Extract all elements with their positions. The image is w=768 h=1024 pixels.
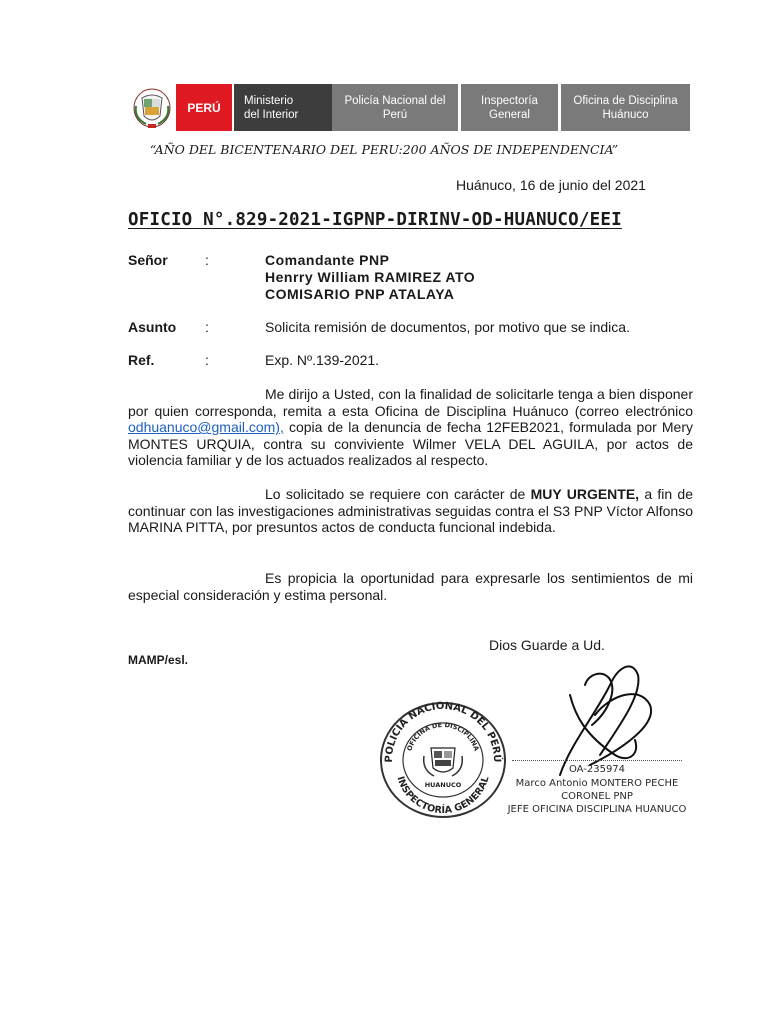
svg-text:INSPECTORÍA GENERAL: INSPECTORÍA GENERAL	[394, 774, 492, 817]
recipient-label: Señor	[128, 252, 168, 268]
initials: MAMP/esl.	[128, 653, 189, 667]
body-paragraph-1: Me dirijo a Usted, con la finalidad de solicitarle tenga a bien disponer por quien corresponda, remita a esta Oficina de Disciplina Huánuco (correo electrónico odhuanuco@gmail.com), copia de la denuncia de fecha 12FEB2021, formulada por Mery MONTES URQUIA, contra su conviviente Wilmer VELA DEL AGUILA, por actos de violencia familiar y de los actuados realizados al respecto.	[128, 386, 693, 469]
country-label: PERÚ	[176, 84, 232, 131]
closing-text: Dios Guarde a Ud.	[489, 637, 605, 653]
ministry-label: Ministerio del Interior	[234, 84, 338, 131]
signature-line	[512, 760, 682, 761]
recipient-line: COMISARIO PNP ATALAYA	[265, 286, 455, 302]
signer-name: Marco Antonio MONTERO PECHE	[515, 778, 679, 789]
subject-label: Asunto	[128, 319, 177, 335]
body-paragraph-2: Lo solicitado se requiere con carácter de MUY URGENTE, a fin de continuar con las investigaciones administrativas seguidas contra el S3 PNP Víctor Alfonso MARINA PITTA, por presuntos actos de conducta funcional indebida.	[128, 486, 693, 536]
signature-id: OA-235974	[568, 764, 626, 775]
subject-text: Solicita remisión de documentos, por motivo que se indica.	[265, 319, 630, 335]
inspectorate-label: Inspectoría General	[461, 84, 558, 131]
svg-text:OFICINA DE DISCIPLINA: OFICINA DE DISCIPLINA	[405, 720, 481, 753]
coat-of-arms-icon	[128, 84, 176, 131]
reference-text: Exp. Nº.139-2021.	[265, 352, 380, 368]
document-date: Huánuco, 16 de junio del 2021	[456, 177, 646, 193]
recipient-colon: :	[205, 252, 209, 268]
office-label: Oficina de Disciplina Huánuco	[561, 84, 690, 131]
official-seal-stamp	[378, 700, 508, 820]
reference-colon: :	[205, 352, 209, 368]
police-label: Policía Nacional del Perú	[332, 84, 458, 131]
urgency-text: MUY URGENTE,	[530, 486, 640, 502]
reference-label: Ref.	[128, 352, 155, 368]
recipient-line: Comandante PNP	[265, 252, 390, 268]
subject-colon: :	[205, 319, 209, 335]
svg-text:POLICÍA NACIONAL DEL PERÚ: POLICÍA NACIONAL DEL PERÚ	[383, 700, 503, 763]
institutional-header	[128, 84, 690, 131]
signer-title: JEFE OFICINA DISCIPLINA HUANUCO	[507, 804, 687, 815]
body-paragraph-3: Es propicia la oportunidad para expresarle los sentimientos de mi especial consideración y estima personal.	[128, 570, 693, 603]
email-link[interactable]: odhuanuco@gmail.com),	[128, 419, 284, 436]
oficio-title: OFICIO N°.829-2021-IGPNP-DIRINV-OD-HUANUCO/EEI	[128, 210, 622, 230]
recipient-line: Henrry William RAMIREZ ATO	[265, 269, 476, 285]
svg-text:HUANUCO: HUANUCO	[424, 781, 462, 789]
year-motto: “AÑO DEL BICENTENARIO DEL PERU:200 AÑOS DE INDEPENDENCIA”	[149, 142, 619, 157]
signer-rank: CORONEL PNP	[561, 791, 633, 802]
